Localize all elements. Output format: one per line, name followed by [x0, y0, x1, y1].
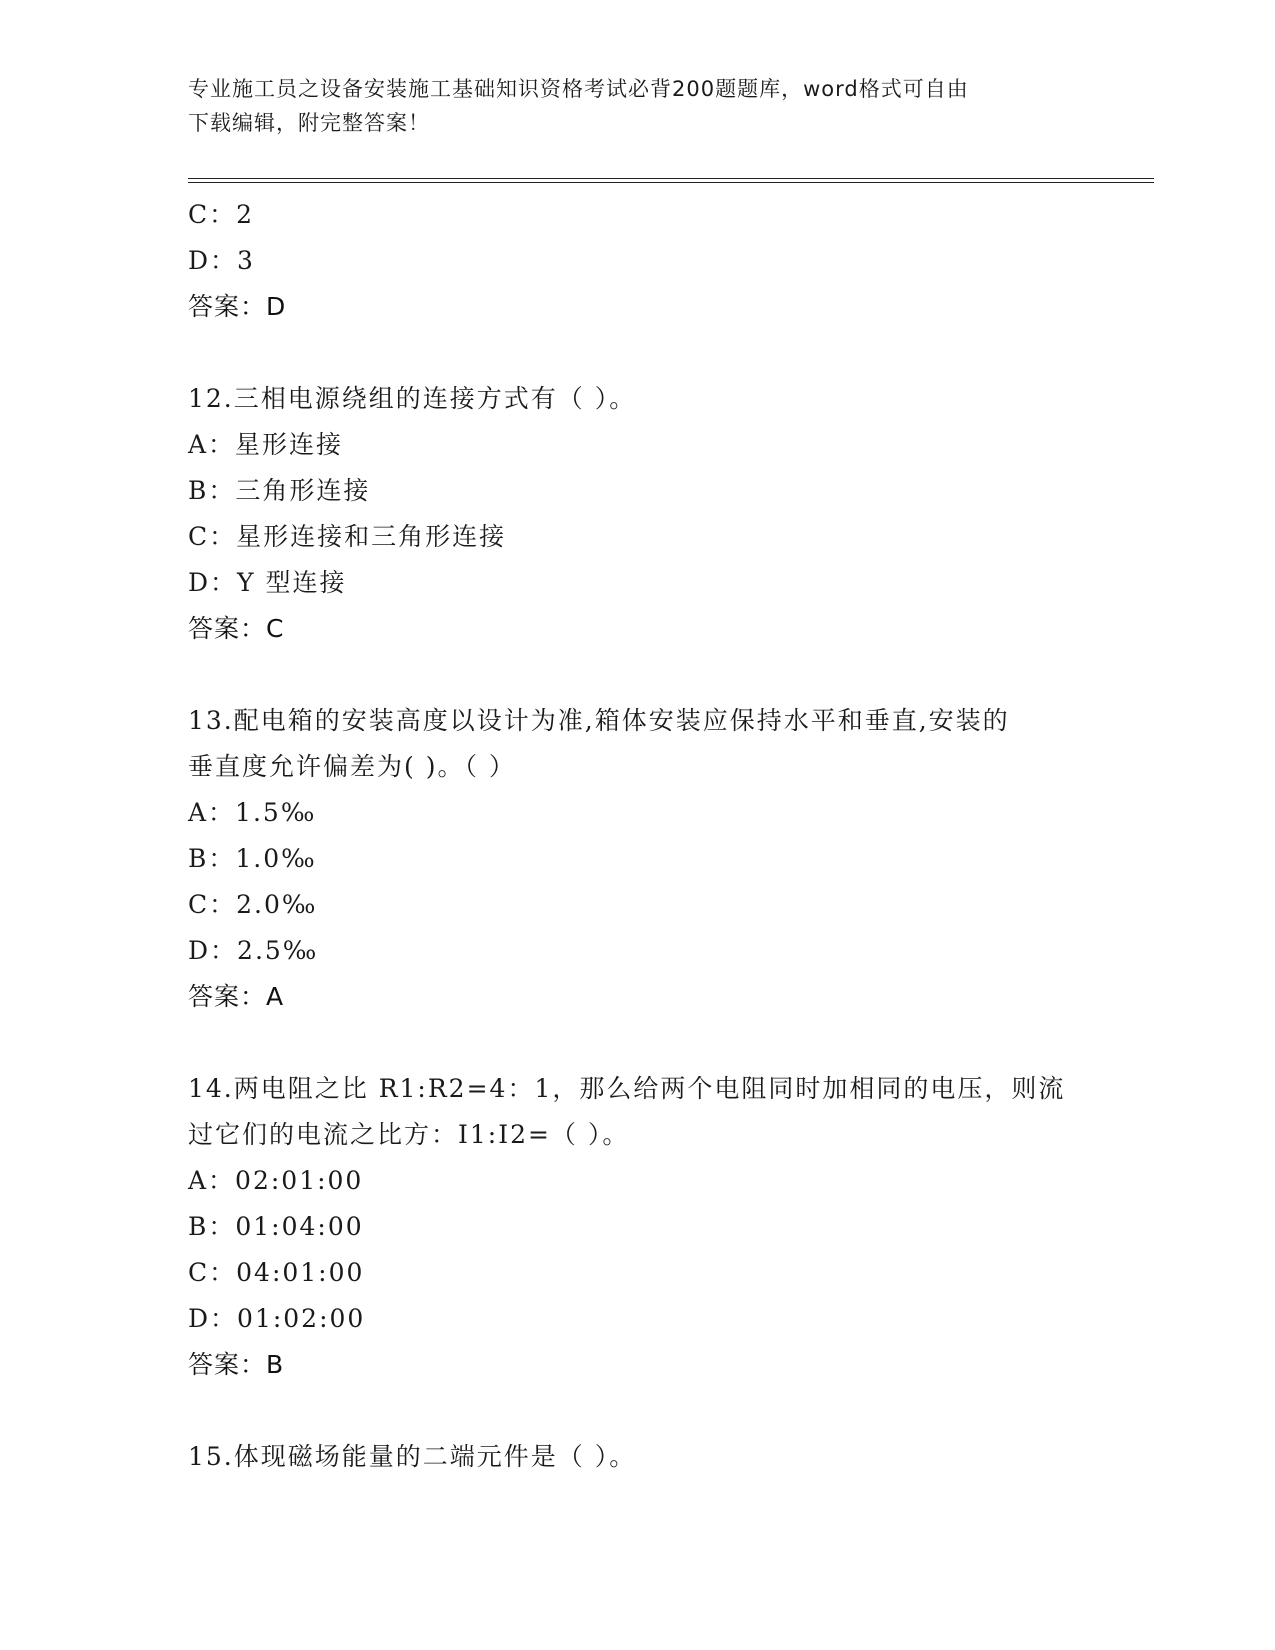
option-d: D：01:02:00: [188, 1304, 366, 1333]
header-divider-bottom: [188, 182, 1154, 183]
option-c: C：2: [188, 200, 255, 229]
question-text: 14.两电阻之比 R1:R2=4：1，那么给两个电阻同时加相同的电压，则流: [188, 1074, 1066, 1103]
answer-line: 答案：C: [188, 614, 285, 643]
question-block-13: [188, 698, 1088, 1020]
option-d: D：2.5‰: [188, 936, 319, 965]
question-text: 15.体现磁场能量的二端元件是（ ）。: [188, 1442, 637, 1471]
question-text-continued: 过它们的电流之比方：I1:I2=（ ）。: [188, 1120, 630, 1149]
question-block-11: [188, 192, 1088, 330]
header-line-1: 专业施工员之设备安装施工基础知识资格考试必背200题题库，word格式可自由: [188, 77, 969, 101]
answer-line: 答案：B: [188, 1350, 285, 1379]
document-header: [188, 72, 1068, 140]
option-a: A：星形连接: [188, 430, 344, 459]
answer-line: 答案：D: [188, 292, 287, 321]
option-c: C：2.0‰: [188, 890, 318, 919]
question-block-14: [188, 1066, 1088, 1388]
option-a: A：02:01:00: [188, 1166, 364, 1195]
question-block-15: [188, 1434, 1088, 1480]
question-text: 12.三相电源绕组的连接方式有（ ）。: [188, 384, 637, 413]
option-b: B：01:04:00: [188, 1212, 364, 1241]
option-b: B：1.0‰: [188, 844, 317, 873]
question-text-continued: 垂直度允许偏差为( )。（ ）: [188, 752, 516, 781]
header-line-2: 下载编辑，附完整答案！: [188, 111, 430, 135]
option-b: B：三角形连接: [188, 476, 371, 505]
question-list: [188, 192, 1088, 1480]
question-text: 13.配电箱的安装高度以设计为准,箱体安装应保持水平和垂直,安装的: [188, 706, 1010, 735]
option-c: C：星形连接和三角形连接: [188, 522, 507, 551]
option-a: A：1.5‰: [188, 798, 317, 827]
question-block-12: [188, 376, 1088, 652]
answer-line: 答案：A: [188, 982, 285, 1011]
option-d: D：Y 型连接: [188, 568, 347, 597]
option-d: D：3: [188, 246, 255, 275]
option-c: C：04:01:00: [188, 1258, 365, 1287]
header-divider-top: [188, 178, 1154, 179]
